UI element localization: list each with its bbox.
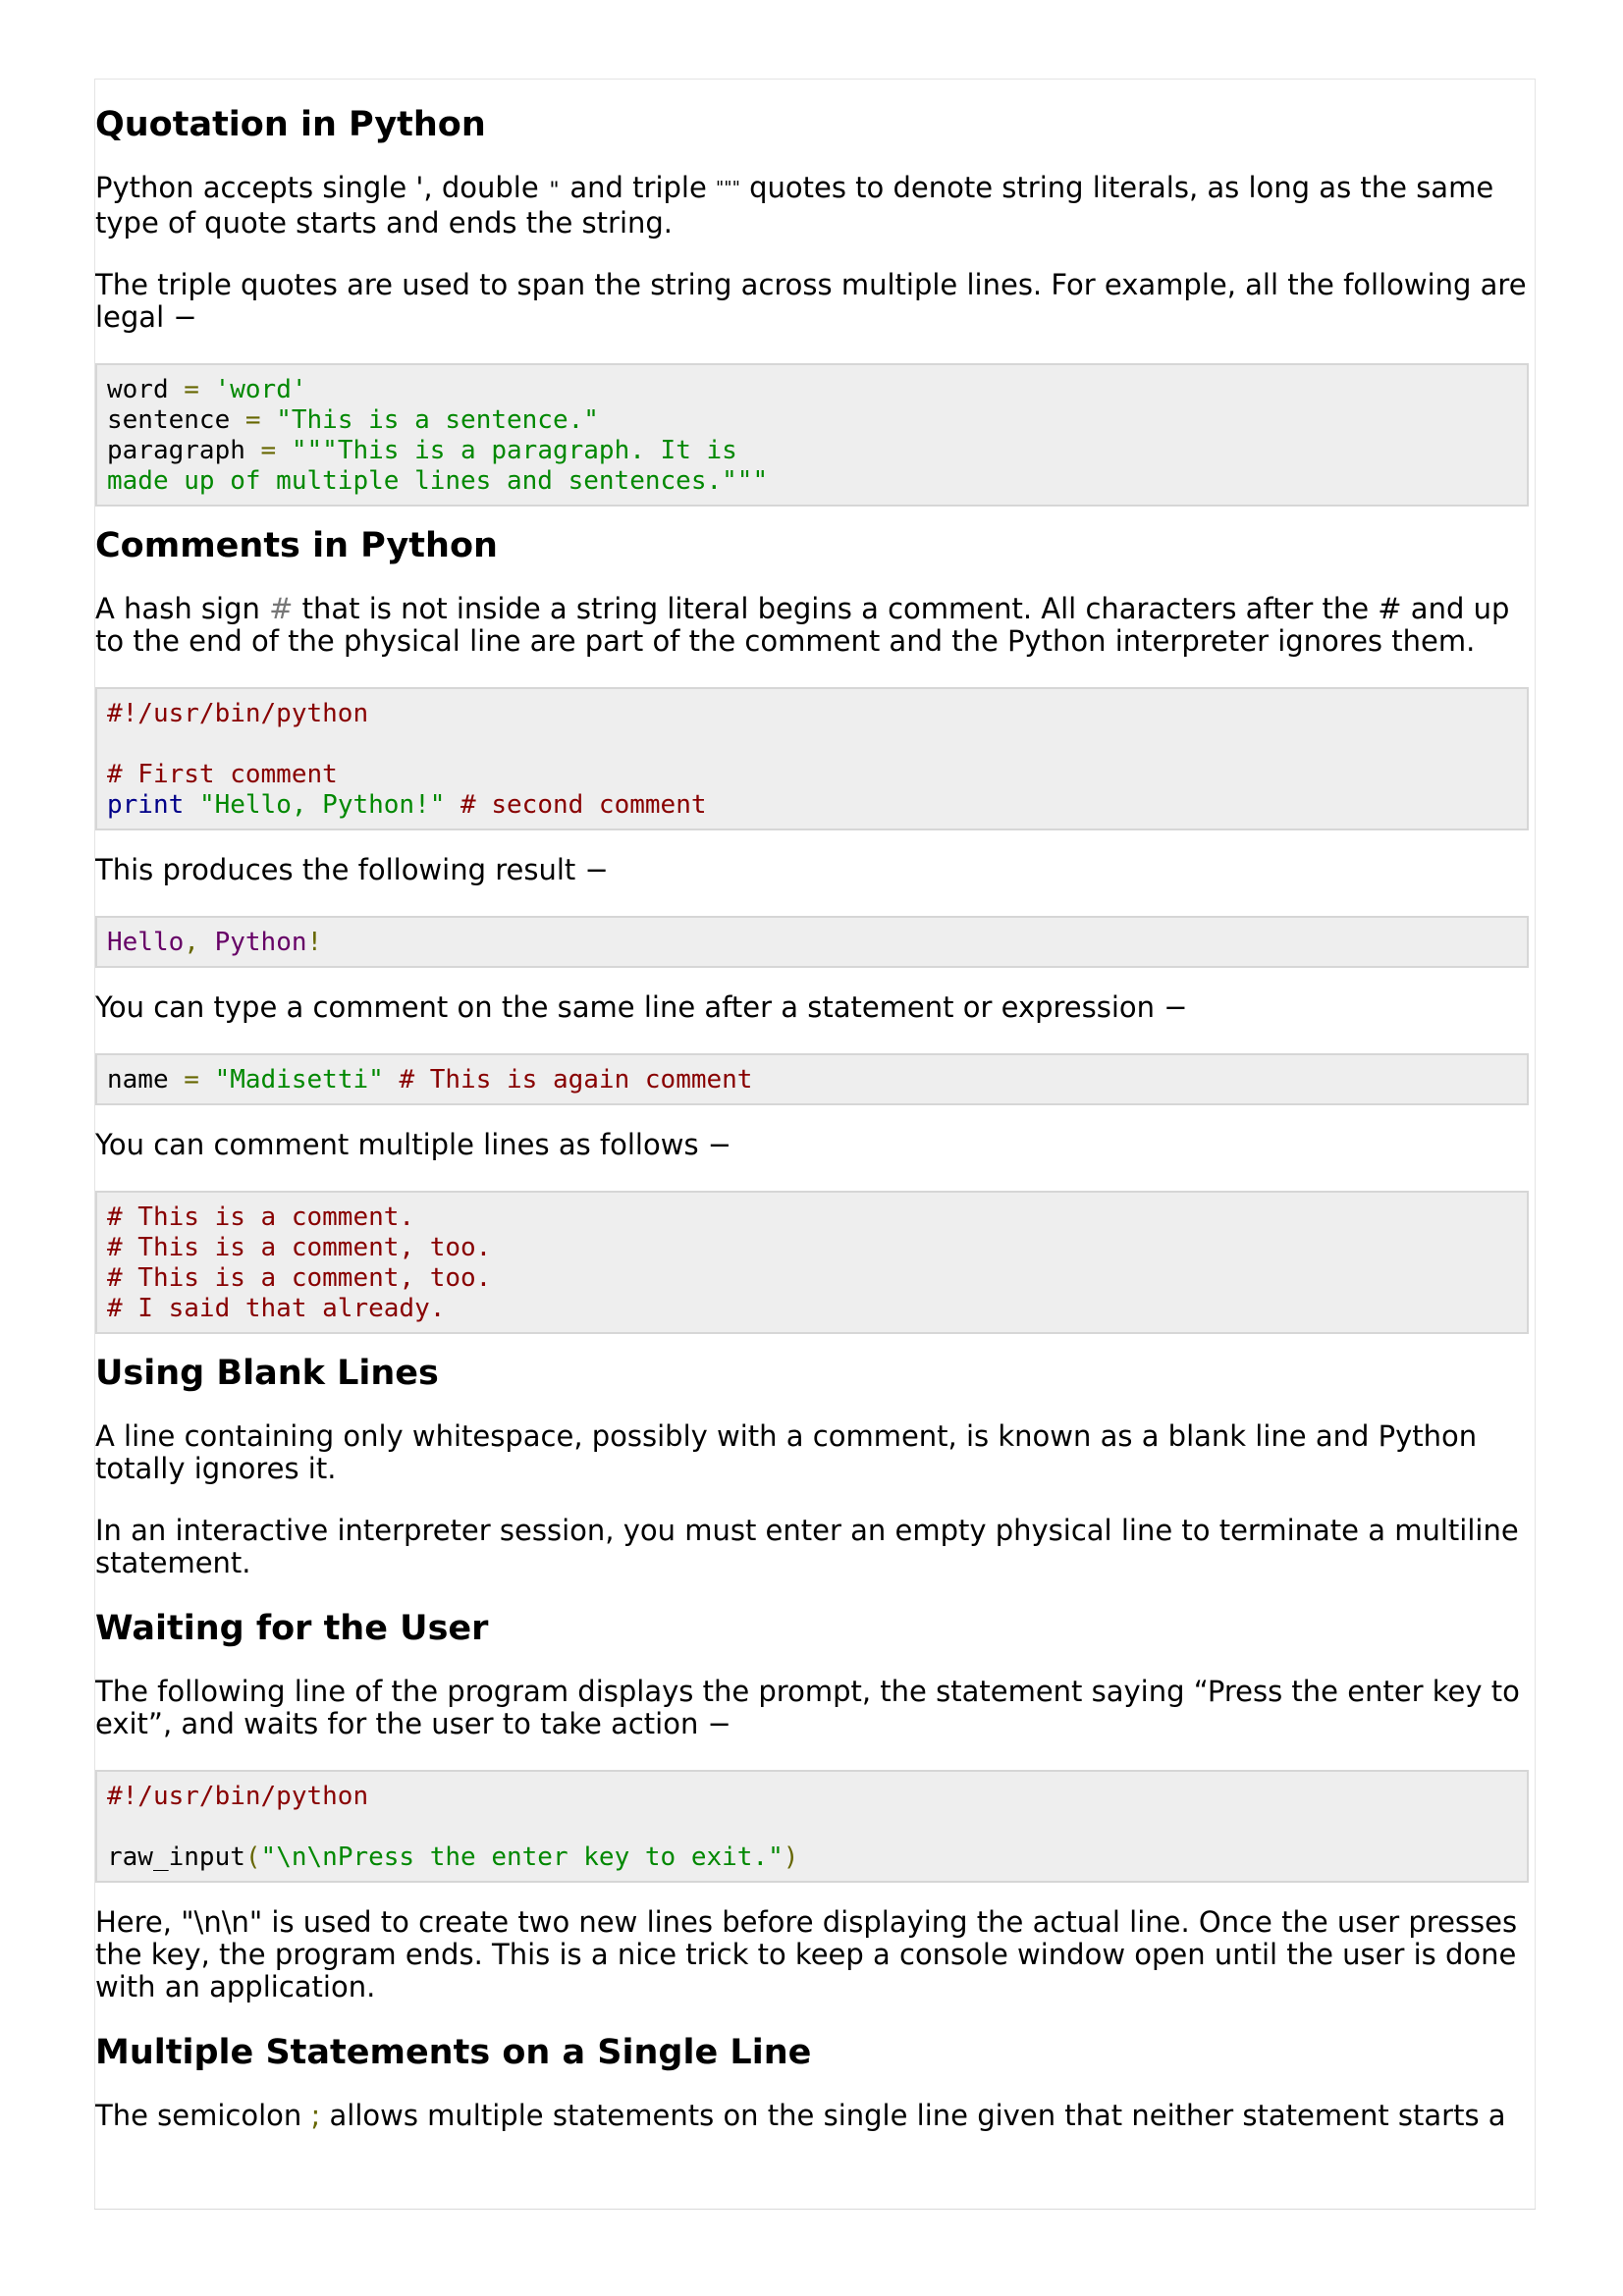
code-block-multiline-comments [95,1191,1529,1334]
code-token: # First comment [107,760,338,789]
code-block-output [95,916,1529,968]
code-token: = [244,436,292,465]
code-token: # This is a comment, too. [107,1233,492,1262]
code-token: ! [306,928,323,957]
code-token: , [184,928,199,957]
code-token: ) [783,1842,799,1872]
semicolon-glyph: ; [310,2099,321,2132]
code-token: print [107,790,185,820]
code-token: # This is a comment. [107,1202,415,1232]
code-token: = [230,405,277,435]
paragraph-comments-2: This produces the following result − [95,853,609,886]
paragraph-blank-lines-1: A line containing only whitespace, possibly with a comment, is known as a blank line and Python totally ignores it. [95,1419,1478,1485]
paragraph-comments-4: You can comment multiple lines as follows − [95,1128,732,1161]
page-bottom-rule [94,2209,1536,2210]
code-token: raw_input [107,1842,245,1872]
code-token: Hello [107,928,185,957]
code-token: "Madisetti" [214,1065,384,1095]
paragraph-comments-3: You can type a comment on the same line after a statement or expression − [95,990,1188,1024]
code-token: "\n\nPress the enter key to exit." [260,1842,784,1872]
code-token: word [107,375,169,404]
code-token: name [107,1065,169,1095]
code-token: paragraph [107,436,245,465]
text-fragment: , double [423,171,548,204]
paragraph-quotation-1 [95,172,1535,240]
text-fragment: Python accepts single [95,171,416,204]
code-token: 'word' [214,375,307,404]
code-token: """This is a paragraph. It is [291,436,737,465]
text-fragment: A hash sign [95,592,270,625]
text-fragment: allows multiple statements on the single line given that neither statement starts a [320,2099,1506,2132]
text-fragment: The semicolon [95,2099,311,2132]
code-block-quotation [95,363,1529,507]
code-token: Python [198,928,307,957]
code-token: #!/usr/bin/python [107,1782,369,1811]
code-token: # This is again comment [399,1065,753,1095]
code-token: = [168,1065,215,1095]
paragraph-waiting-1: The following line of the program displays the prompt, the statement saying “Press the enter key to exit”, and waits for the user to take action − [95,1675,1520,1740]
paragraph-comments-1 [95,593,1535,658]
triple-quote-glyph: """ [716,178,740,198]
paragraph-quotation-2: The triple quotes are used to span the string across multiple lines. For example, all the following are legal − [95,268,1527,334]
heading-blank-lines: Using Blank Lines [95,1354,439,1393]
heading-waiting: Waiting for the User [95,1609,489,1648]
single-quote-glyph: ' [415,171,424,204]
heading-quotation: Quotation in Python [95,105,486,144]
document-page [94,79,1536,2210]
text-fragment: and triple [561,171,717,204]
code-token: = [168,375,215,404]
code-token: # I said that already. [107,1294,446,1323]
code-token: ( [244,1842,261,1872]
code-block-inline-comment [95,1053,1529,1105]
heading-comments: Comments in Python [95,526,498,565]
hash-glyph: # [269,592,294,625]
code-token: sentence [107,405,231,435]
code-token: # This is a comment, too. [107,1263,492,1293]
code-token: made up of multiple lines and sentences.""" [107,466,769,496]
heading-multiple-statements: Multiple Statements on a Single Line [95,2033,812,2072]
text-fragment: that is not inside a string literal begins a comment. All characters after the # and up to the end of the physical line are part of the comment and the Python interpreter ignores them. [95,592,1510,658]
code-token: "Hello, Python!" [198,790,446,820]
code-block-comments [95,687,1529,830]
paragraph-multiple-statements-1 [95,2100,1535,2132]
code-token: #!/usr/bin/python [107,699,369,728]
code-block-waiting [95,1770,1529,1883]
text-fragment: quotes to denote string literals, as long as the same type of quote starts and ends the string. [95,171,1494,240]
code-token: # second comment [460,790,707,820]
paragraph-blank-lines-2: In an interactive interpreter session, you must enter an empty physical line to terminate a multiline statement. [95,1514,1519,1579]
code-token: "This is a sentence." [276,405,599,435]
double-quote-glyph: " [547,179,562,203]
paragraph-waiting-2: Here, "\n\n" is used to create two new lines before displaying the actual line. Once the user presses the key, the program ends. This is a nice trick to keep a console window open until the user is done with an application. [95,1905,1518,2003]
